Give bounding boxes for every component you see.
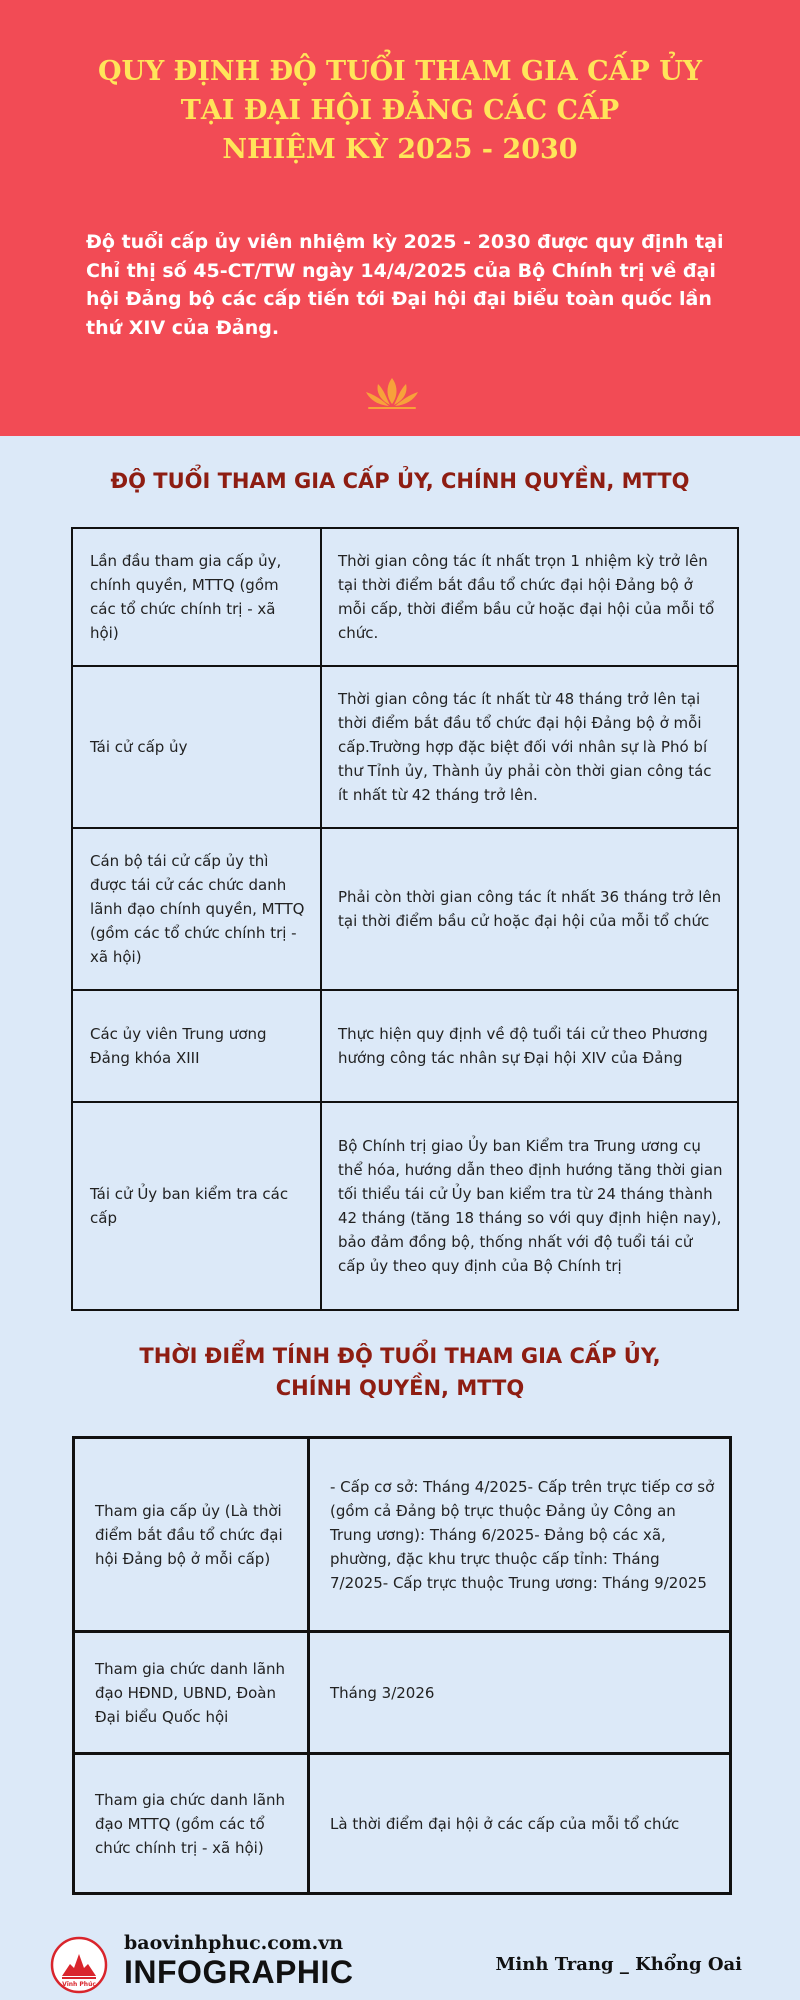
site-url: baovinhphuc.com.vn bbox=[124, 1932, 344, 1954]
table-cell-value: Bộ Chính trị giao Ủy ban Kiểm tra Trung ương cụ thể hóa, hướng dẫn theo định hướng tăng thời gian tối thiểu tái cử Ủy ban kiểm tra từ 24 tháng thành 42 tháng (tăng 18 tháng so với quy định hiện nay), bảo đảm đồng bộ, thống nhất với độ tuổi tái cử cấp ủy theo quy định của Bộ Chính trị bbox=[321, 1102, 738, 1310]
table-cell-label: Các ủy viên Trung ương Đảng khóa XIII bbox=[72, 990, 321, 1102]
table-cell-value: Thời gian công tác ít nhất từ 48 tháng trở lên tại thời điểm bắt đầu tổ chức đại hội Đảng bộ ở mỗi cấp.Trường hợp đặc biệt đối với nhân sự là Phó bí thư Tỉnh ủy, Thành ủy phải còn thời gian công tác ít nhất từ 42 tháng trở lên. bbox=[321, 666, 738, 828]
section-timing-title-line-2: CHÍNH QUYỀN, MTTQ bbox=[275, 1376, 525, 1400]
timing-table bbox=[72, 1436, 732, 1895]
table-cell-label: Tham gia chức danh lãnh đạo MTTQ (gồm các tổ chức chính trị - xã hội) bbox=[74, 1754, 309, 1894]
svg-text:Vĩnh Phúc: Vĩnh Phúc bbox=[62, 1981, 96, 1988]
table-cell-label: Tham gia cấp ủy (Là thời điểm bắt đầu tổ chức đại hội Đảng bộ ở mỗi cấp) bbox=[74, 1438, 309, 1632]
table-cell-label: Tái cử Ủy ban kiểm tra các cấp bbox=[72, 1102, 321, 1310]
section-age-title: ĐỘ TUỔI THAM GIA CẤP ỦY, CHÍNH QUYỀN, MTTQ bbox=[110, 469, 690, 493]
table-cell-value: Phải còn thời gian công tác ít nhất 36 tháng trở lên tại thời điểm bầu cử hoặc đại hội của mỗi tổ chức bbox=[321, 828, 738, 990]
brand-label: INFOGRAPHIC bbox=[124, 1954, 354, 1990]
baovinhphuc-logo-icon bbox=[50, 1936, 108, 1994]
table-cell-label: Tái cử cấp ủy bbox=[72, 666, 321, 828]
header-banner bbox=[0, 0, 800, 436]
table-row bbox=[74, 1754, 731, 1894]
table-row bbox=[74, 1632, 731, 1754]
age-rules-table bbox=[71, 527, 739, 1311]
table-cell-label: Lần đầu tham gia cấp ủy, chính quyền, MTTQ (gồm các tổ chức chính trị - xã hội) bbox=[72, 528, 321, 666]
page-title-line-3: NHIỆM KỲ 2025 - 2030 bbox=[222, 134, 578, 165]
author-credit: Minh Trang _ Khổng Oai bbox=[495, 1954, 742, 1975]
table-row bbox=[72, 828, 738, 990]
table-row bbox=[72, 1102, 738, 1310]
section-timing-title bbox=[40, 1340, 760, 1404]
lotus-icon bbox=[362, 376, 422, 412]
table-cell-value: - Cấp cơ sở: Tháng 4/2025- Cấp trên trực tiếp cơ sở (gồm cả Đảng bộ trực thuộc Đảng ủy Công an Trung ương): Tháng 6/2025- Đảng bộ các xã, phường, đặc khu trực thuộc cấp tỉnh: Tháng 7/2025- Cấp trực thuộc Trung ương: Tháng 9/2025 bbox=[309, 1438, 731, 1632]
page-title-line-1: QUY ĐỊNH ĐỘ TUỔI THAM GIA CẤP ỦY bbox=[97, 56, 703, 87]
table-cell-value: Là thời điểm đại hội ở các cấp của mỗi tổ chức bbox=[309, 1754, 731, 1894]
table-cell-value: Thực hiện quy định về độ tuổi tái cử theo Phương hướng công tác nhân sự Đại hội XIV của Đảng bbox=[321, 990, 738, 1102]
table-row bbox=[74, 1438, 731, 1632]
section-timing-title-line-1: THỜI ĐIỂM TÍNH ĐỘ TUỔI THAM GIA CẤP ỦY, bbox=[139, 1344, 661, 1368]
table-row bbox=[72, 528, 738, 666]
page-title-line-2: TẠI ĐẠI HỘI ĐẢNG CÁC CẤP bbox=[180, 95, 620, 126]
table-cell-value: Thời gian công tác ít nhất trọn 1 nhiệm kỳ trở lên tại thời điểm bắt đầu tổ chức đại hội Đảng bộ ở mỗi cấp, thời điểm bầu cử hoặc đại hội của mỗi tổ chức. bbox=[321, 528, 738, 666]
table-cell-value: Tháng 3/2026 bbox=[309, 1632, 731, 1754]
table-cell-label: Tham gia chức danh lãnh đạo HĐND, UBND, Đoàn Đại biểu Quốc hội bbox=[74, 1632, 309, 1754]
page-title bbox=[60, 52, 740, 169]
table-row bbox=[72, 990, 738, 1102]
table-cell-label: Cán bộ tái cử cấp ủy thì được tái cử các chức danh lãnh đạo chính quyền, MTTQ (gồm các tổ chức chính trị - xã hội) bbox=[72, 828, 321, 990]
intro-text: Độ tuổi cấp ủy viên nhiệm kỳ 2025 - 2030 được quy định tại Chỉ thị số 45-CT/TW ngày 14/4/2025 của Bộ Chính trị về đại hội Đảng bộ các cấp tiến tới Đại hội đại biểu toàn quốc lần thứ XIV của Đảng. bbox=[86, 231, 724, 339]
table-row bbox=[72, 666, 738, 828]
